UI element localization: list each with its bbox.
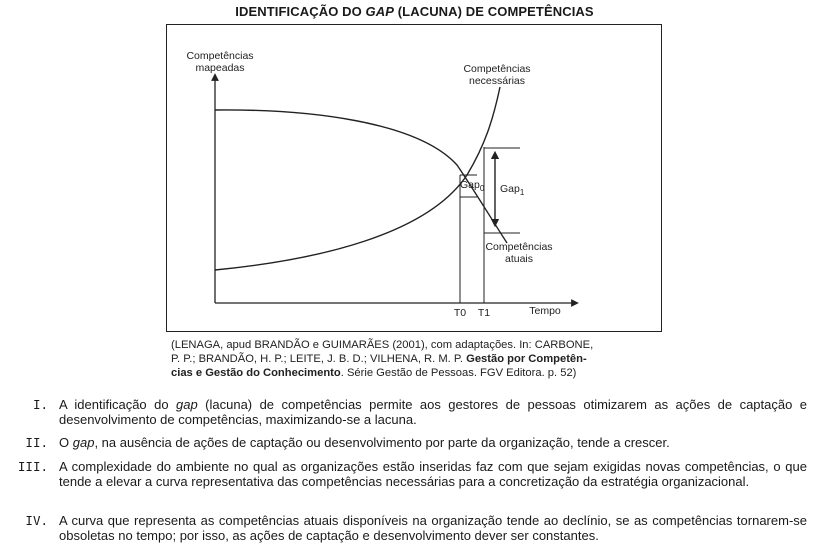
citation-line2-bold: Gestão por Competên- xyxy=(466,353,587,365)
page-title xyxy=(0,4,829,19)
needed-curve-label xyxy=(455,63,539,87)
y-axis-label xyxy=(183,50,257,74)
current-curve-label xyxy=(477,241,561,265)
statement-number: III. xyxy=(17,459,48,474)
title-post: (LACUNA) DE COMPETÊNCIAS xyxy=(394,4,594,19)
statement-text-italic: gap xyxy=(72,435,95,450)
statement-text-pre: A curva que representa as competências atuais disponíveis na organização tende ao declínio, se as competências tornarem-se obsoletas no tempo; por isso, as ações de captação e desenvolvimento dever ser constantes. xyxy=(59,513,807,543)
y-axis-label-line1: Competências xyxy=(186,50,254,62)
statement-text-pre: A identificação do xyxy=(59,397,177,412)
gap0-subscript: 0 xyxy=(479,184,485,194)
citation-line1: (LENAGA, apud BRANDÃO e GUIMARÃES (2001), com adaptações. In: CARBONE, xyxy=(171,339,594,351)
t0-label: T0 xyxy=(453,307,467,319)
statement-number: II. xyxy=(25,435,48,450)
citation-line2-plain: P. P.; BRANDÃO, H. P.; LEITE, J. B. D.; VILHENA, R. M. P. xyxy=(171,353,467,365)
statement-text xyxy=(59,514,807,543)
needed-curve-label-line1: Competências xyxy=(463,63,531,75)
statement-text-italic: gap xyxy=(176,397,198,412)
current-curve-label-line1: Competências xyxy=(485,241,553,253)
statement-number: I. xyxy=(32,397,48,412)
gap1-text: Gap xyxy=(500,183,520,195)
statement-text-pre: O xyxy=(59,435,73,450)
statement-number: IV. xyxy=(25,513,48,528)
gap1-label xyxy=(500,183,528,199)
gap0-label xyxy=(460,179,484,195)
t1-label: T1 xyxy=(477,307,491,319)
statement-text xyxy=(59,460,807,489)
title-italic: GAP xyxy=(365,4,395,19)
current-competencies-curve xyxy=(215,110,507,243)
citation-line3-bold: cias e Gestão do Conhecimento xyxy=(171,367,341,379)
gap0-text: Gap xyxy=(460,179,480,191)
statement-text-post: (lacuna) de competências permite aos gestores de pessoas otimizarem as ações de captação e desenvolvimento de competências, maximizando-se a lacuna. xyxy=(59,397,807,427)
citation-line3 xyxy=(171,366,651,380)
title-pre: IDENTIFICAÇÃO DO xyxy=(235,4,366,19)
figure-citation xyxy=(171,338,651,380)
needed-curve-label-line2: necessárias xyxy=(468,75,526,87)
y-axis-label-line2: mapeadas xyxy=(195,62,245,74)
needed-competencies-curve xyxy=(215,87,500,270)
gap1-subscript: 1 xyxy=(519,188,525,198)
statement-text-pre: A complexidade do ambiente no qual as organizações estão inseridas faz com que sejam exigidas novas competências, o que tende a elevar a curva representativa das competências necessárias para a concretização da estratégia organizacional. xyxy=(59,459,807,489)
statement-text-post: , na ausência de ações de captação ou desenvolvimento por parte da organização, tende a crescer. xyxy=(94,435,670,450)
citation-line3-plain: . Série Gestão de Pessoas. FGV Editora. p. 52) xyxy=(340,367,577,379)
statement-text xyxy=(59,436,807,451)
statement-text xyxy=(59,398,807,427)
x-axis-label: Tempo xyxy=(529,305,561,317)
gap-diagram xyxy=(166,24,662,332)
citation-line2 xyxy=(171,352,651,366)
current-curve-label-line2: atuais xyxy=(504,253,534,265)
